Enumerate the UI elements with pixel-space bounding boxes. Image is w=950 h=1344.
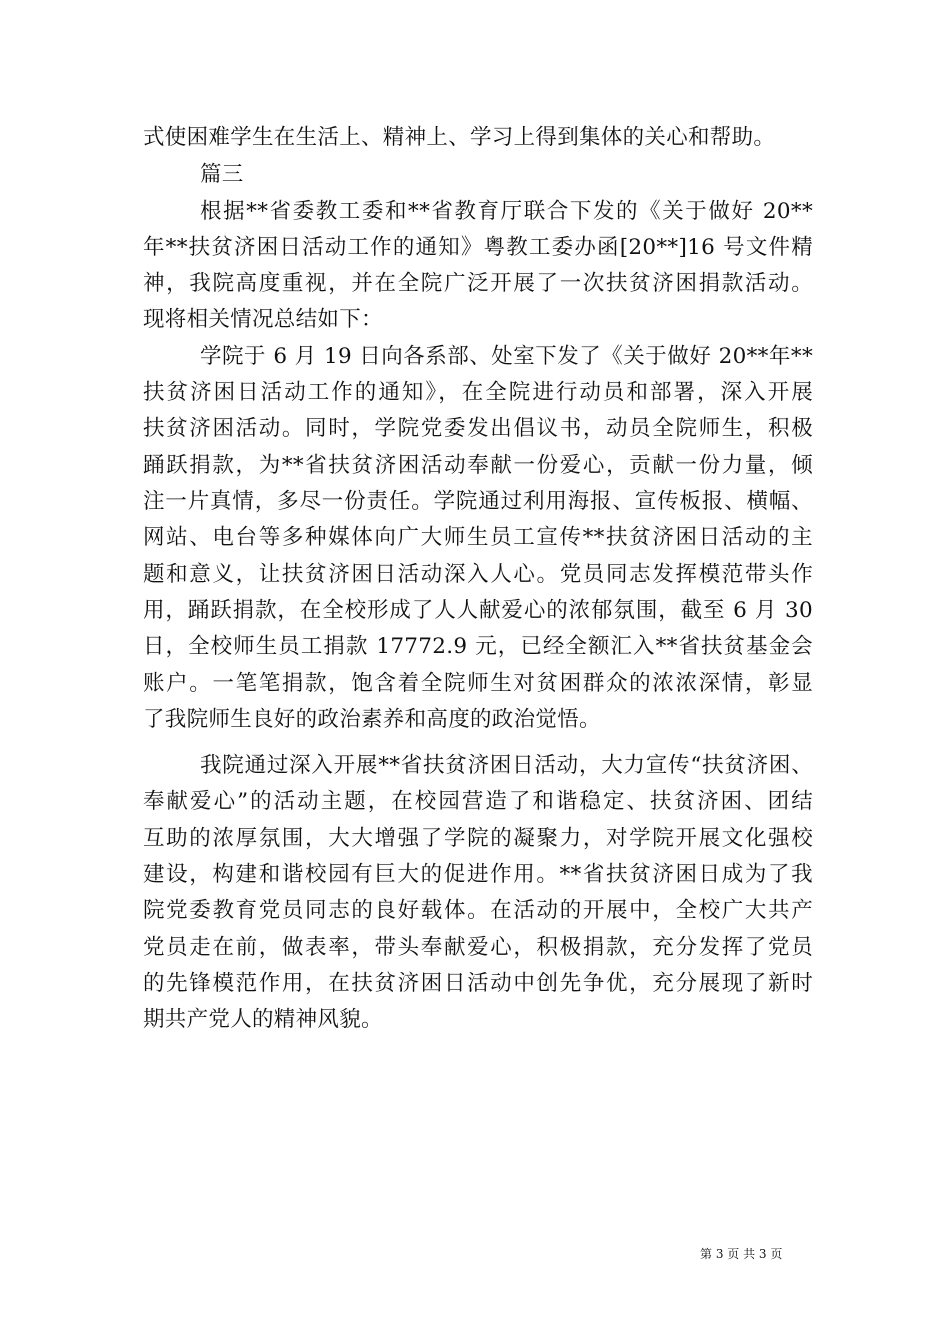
paragraph-line: 网站、电台等多种媒体向广大师生员工宣传**扶贫济困日活动的主 — [143, 525, 813, 550]
paragraph-line: 神，我院高度重视，并在全院广泛开展了一次扶贫济困捐款活动。 — [143, 271, 813, 296]
paragraph-line: 踊跃捐款，为**省扶贫济困活动奉献一份爱心，贡献一份力量，倾 — [143, 453, 813, 478]
paragraph-line: 奉献爱心”的活动主题，在校园营造了和谐稳定、扶贫济困、团结 — [143, 789, 813, 814]
page-number: 第 3 页 共 3 页 — [700, 1247, 783, 1261]
paragraph-line: 扶贫济困活动。同时，学院党委发出倡议书，动员全院师生，积极 — [143, 416, 813, 441]
paragraph-line: 根据**省委教工委和**省教育厅联合下发的《关于做好 20** — [200, 199, 813, 224]
paragraph-line: 的先锋模范作用，在扶贫济困日活动中创先争优，充分展现了新时 — [143, 971, 813, 996]
paragraph-line: 期共产党人的精神风貌。 — [143, 1007, 383, 1032]
paragraph-line: 互助的浓厚氛围，大大增强了学院的凝聚力，对学院开展文化强校 — [143, 826, 813, 851]
paragraph-line: 用，踊跃捐款，在全校形成了人人献爱心的浓郁氛围，截至 6 月 30 — [143, 598, 813, 623]
paragraph-line: 年**扶贫济困日活动工作的通知》粤教工委办函[20**]16 号文件精 — [143, 235, 813, 260]
paragraph-line: 我院通过深入开展**省扶贫济困日活动，大力宣传“扶贫济困、 — [200, 753, 813, 778]
paragraph-line: 注一片真情，多尽一份责任。学院通过利用海报、宣传板报、横幅、 — [143, 489, 813, 514]
paragraph-line: 扶贫济困日活动工作的通知》，在全院进行动员和部署，深入开展 — [143, 380, 813, 405]
paragraph-line: 账户。一笔笔捐款，饱含着全院师生对贫困群众的浓浓深情，彰显 — [143, 671, 813, 696]
paragraph-line: 学院于 6 月 19 日向各系部、处室下发了《关于做好 20**年** — [200, 344, 813, 369]
paragraph-line: 日，全校师生员工捐款 17772.9 元，已经全额汇入**省扶贫基金会 — [143, 634, 813, 659]
paragraph-line: 式使困难学生在生活上、精神上、学习上得到集体的关心和帮助。 — [143, 125, 776, 150]
paragraph-line: 了我院师生良好的政治素养和高度的政治觉悟。 — [143, 707, 601, 732]
paragraph-line: 现将相关情况总结如下： — [143, 307, 383, 332]
paragraph-line: 党员走在前，做表率，带头奉献爱心，积极捐款，充分发挥了党员 — [143, 935, 813, 960]
section-heading: 篇三 — [200, 162, 244, 187]
paragraph-line: 建设，构建和谐校园有巨大的促进作用。**省扶贫济困日成为了我 — [143, 862, 813, 887]
paragraph-line: 题和意义，让扶贫济困日活动深入人心。党员同志发挥模范带头作 — [143, 562, 813, 587]
paragraph-line: 院党委教育党员同志的良好载体。在活动的开展中，全校广大共产 — [143, 898, 813, 923]
